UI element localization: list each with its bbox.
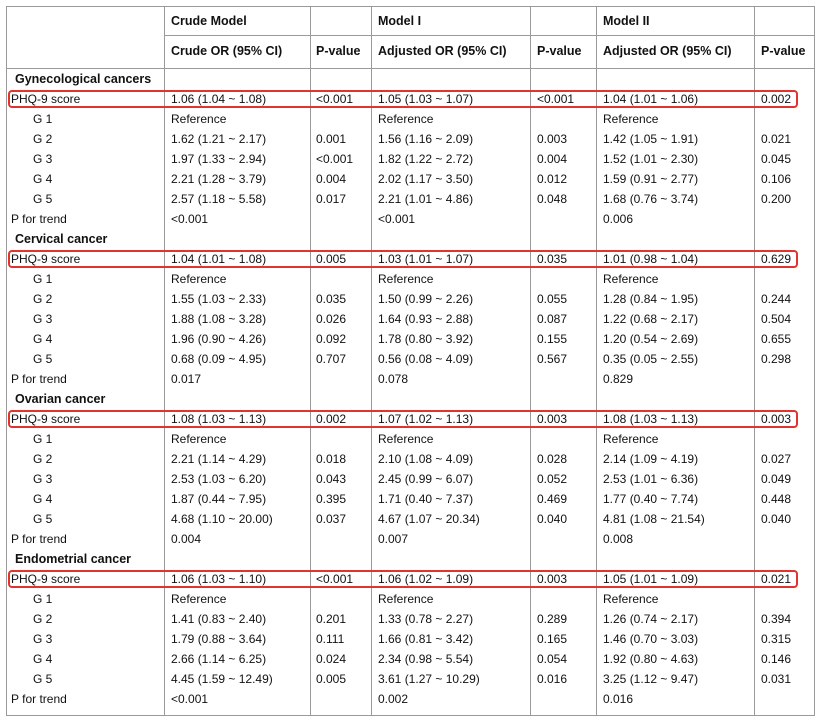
or-value: 1.66 (0.81 ~ 3.42) — [378, 632, 474, 646]
or-value: <0.001 — [171, 692, 209, 706]
or-value: 1.03 (1.01 ~ 1.07) — [378, 252, 474, 266]
p-value: 0.003 — [537, 132, 568, 146]
p-value: 0.655 — [761, 332, 792, 346]
p-value: 0.003 — [537, 412, 568, 426]
or-value: 0.008 — [603, 532, 634, 546]
or-value: <0.001 — [378, 212, 416, 226]
p-value: <0.001 — [537, 92, 575, 106]
column-divider — [530, 7, 531, 715]
row-label: G 5 — [33, 192, 53, 206]
or-value: 1.82 (1.22 ~ 2.72) — [378, 152, 474, 166]
or-value: 0.35 (0.05 ~ 2.55) — [603, 352, 699, 366]
p-value: 0.054 — [537, 652, 568, 666]
section-title: Ovarian cancer — [15, 392, 106, 406]
column-divider — [596, 7, 597, 715]
or-value: 0.006 — [603, 212, 634, 226]
or-value: 1.28 (0.84 ~ 1.95) — [603, 292, 699, 306]
column-divider — [371, 7, 372, 715]
or-value: 1.50 (0.99 ~ 2.26) — [378, 292, 474, 306]
or-value: 1.20 (0.54 ~ 2.69) — [603, 332, 699, 346]
or-value: 1.79 (0.88 ~ 3.64) — [171, 632, 267, 646]
or-value: Reference — [171, 112, 227, 126]
col-header-p-value: P-value — [761, 44, 806, 58]
or-value: Reference — [171, 272, 227, 286]
col-header-adjusted-or: Adjusted OR (95% CI) — [603, 44, 732, 58]
row-label: G 1 — [33, 592, 53, 606]
row-label: G 1 — [33, 272, 53, 286]
or-value: 1.04 (1.01 ~ 1.06) — [603, 92, 699, 106]
or-value: 0.078 — [378, 372, 409, 386]
or-value: 1.71 (0.40 ~ 7.37) — [378, 492, 474, 506]
or-value: Reference — [603, 272, 659, 286]
or-value: 0.829 — [603, 372, 634, 386]
row-label: PHQ-9 score — [11, 572, 81, 586]
p-value: 0.049 — [761, 472, 792, 486]
row-label: G 3 — [33, 312, 53, 326]
or-value: 2.02 (1.17 ~ 3.50) — [378, 172, 474, 186]
row-label: G 2 — [33, 612, 53, 626]
p-value: 0.040 — [761, 512, 792, 526]
or-value: 4.45 (1.59 ~ 12.49) — [171, 672, 273, 686]
p-value: 0.043 — [316, 472, 347, 486]
or-value: 1.97 (1.33 ~ 2.94) — [171, 152, 267, 166]
or-value: Reference — [378, 272, 434, 286]
row-label: G 4 — [33, 172, 53, 186]
or-value: 1.88 (1.08 ~ 3.28) — [171, 312, 267, 326]
p-value: 0.031 — [761, 672, 792, 686]
row-label: PHQ-9 score — [11, 412, 81, 426]
or-value: 2.57 (1.18 ~ 5.58) — [171, 192, 267, 206]
row-label: G 2 — [33, 132, 53, 146]
or-value: 2.21 (1.01 ~ 4.86) — [378, 192, 474, 206]
or-value: 1.26 (0.74 ~ 2.17) — [603, 612, 699, 626]
p-value: 0.200 — [761, 192, 792, 206]
or-value: 0.002 — [378, 692, 409, 706]
or-value: 4.81 (1.08 ~ 21.54) — [603, 512, 705, 526]
or-value: 1.06 (1.02 ~ 1.09) — [378, 572, 474, 586]
row-label: P for trend — [11, 212, 67, 226]
or-value: Reference — [378, 592, 434, 606]
p-value: <0.001 — [316, 92, 354, 106]
or-value: Reference — [603, 592, 659, 606]
p-value: 0.012 — [537, 172, 568, 186]
or-value: 0.004 — [171, 532, 202, 546]
row-label: G 3 — [33, 472, 53, 486]
or-value: 2.34 (0.98 ~ 5.54) — [378, 652, 474, 666]
row-label: G 1 — [33, 112, 53, 126]
row-label: G 4 — [33, 492, 53, 506]
or-value: Reference — [603, 432, 659, 446]
p-value: 0.024 — [316, 652, 347, 666]
column-divider — [164, 7, 165, 715]
row-label: G 4 — [33, 652, 53, 666]
p-value: 0.315 — [761, 632, 792, 646]
column-divider — [310, 7, 311, 715]
or-value: 1.07 (1.02 ~ 1.13) — [378, 412, 474, 426]
or-value: 1.96 (0.90 ~ 4.26) — [171, 332, 267, 346]
row-label: G 4 — [33, 332, 53, 346]
p-value: 0.045 — [761, 152, 792, 166]
p-value: 0.026 — [316, 312, 347, 326]
row-label: P for trend — [11, 532, 67, 546]
row-label: G 5 — [33, 512, 53, 526]
or-value: 1.05 (1.03 ~ 1.07) — [378, 92, 474, 106]
col-header-p-value: P-value — [316, 44, 361, 58]
or-value: 1.01 (0.98 ~ 1.04) — [603, 252, 699, 266]
or-value: 4.67 (1.07 ~ 20.34) — [378, 512, 480, 526]
p-value: 0.035 — [537, 252, 568, 266]
col-header-crude-or: Crude OR (95% CI) — [171, 44, 283, 58]
p-value: 0.001 — [316, 132, 347, 146]
p-value: 0.002 — [316, 412, 347, 426]
or-value: 1.41 (0.83 ~ 2.40) — [171, 612, 267, 626]
row-label: G 5 — [33, 352, 53, 366]
or-value: 1.92 (0.80 ~ 4.63) — [603, 652, 699, 666]
p-value: 0.289 — [537, 612, 568, 626]
row-label: G 2 — [33, 292, 53, 306]
or-value: Reference — [171, 592, 227, 606]
p-value: <0.001 — [316, 152, 354, 166]
or-value: 2.53 (1.01 ~ 6.36) — [603, 472, 699, 486]
p-value: 0.035 — [316, 292, 347, 306]
p-value: 0.448 — [761, 492, 792, 506]
or-value: Reference — [378, 432, 434, 446]
or-value: 1.33 (0.78 ~ 2.27) — [378, 612, 474, 626]
or-value: 3.61 (1.27 ~ 10.29) — [378, 672, 480, 686]
col-header-adjusted-or: Adjusted OR (95% CI) — [378, 44, 507, 58]
or-value: 2.45 (0.99 ~ 6.07) — [378, 472, 474, 486]
p-value: 0.146 — [761, 652, 792, 666]
or-value: 1.46 (0.70 ~ 3.03) — [603, 632, 699, 646]
p-value: 0.394 — [761, 612, 792, 626]
or-value: 1.22 (0.68 ~ 2.17) — [603, 312, 699, 326]
results-table — [6, 6, 815, 716]
row-label: PHQ-9 score — [11, 252, 81, 266]
p-value: 0.003 — [537, 572, 568, 586]
p-value: 0.052 — [537, 472, 568, 486]
or-value: 1.04 (1.01 ~ 1.08) — [171, 252, 267, 266]
or-value: 1.64 (0.93 ~ 2.88) — [378, 312, 474, 326]
or-value: 0.68 (0.09 ~ 4.95) — [171, 352, 267, 366]
or-value: 1.68 (0.76 ~ 3.74) — [603, 192, 699, 206]
row-label: P for trend — [11, 372, 67, 386]
or-value: 1.08 (1.03 ~ 1.13) — [171, 412, 267, 426]
or-value: 2.21 (1.14 ~ 4.29) — [171, 452, 267, 466]
p-value: 0.027 — [761, 452, 792, 466]
p-value: <0.001 — [316, 572, 354, 586]
col-header-p-value: P-value — [537, 44, 582, 58]
p-value: 0.005 — [316, 672, 347, 686]
row-label: PHQ-9 score — [11, 92, 81, 106]
or-value: 0.016 — [603, 692, 634, 706]
or-value: 2.21 (1.28 ~ 3.79) — [171, 172, 267, 186]
or-value: 1.52 (1.01 ~ 2.30) — [603, 152, 699, 166]
p-value: 0.244 — [761, 292, 792, 306]
or-value: 0.007 — [378, 532, 409, 546]
or-value: 1.87 (0.44 ~ 7.95) — [171, 492, 267, 506]
p-value: 0.087 — [537, 312, 568, 326]
or-value: 1.77 (0.40 ~ 7.74) — [603, 492, 699, 506]
column-divider — [754, 7, 755, 715]
or-value: 1.42 (1.05 ~ 1.91) — [603, 132, 699, 146]
p-value: 0.707 — [316, 352, 347, 366]
model-header-model-1: Model I — [378, 14, 422, 28]
row-label: G 3 — [33, 152, 53, 166]
or-value: Reference — [603, 112, 659, 126]
or-value: 1.59 (0.91 ~ 2.77) — [603, 172, 699, 186]
p-value: 0.021 — [761, 572, 792, 586]
section-title: Gynecological cancers — [15, 72, 152, 86]
or-value: 1.78 (0.80 ~ 3.92) — [378, 332, 474, 346]
p-value: 0.629 — [761, 252, 792, 266]
header-divider — [164, 35, 814, 36]
header-divider — [7, 68, 814, 69]
p-value: 0.002 — [761, 92, 792, 106]
or-value: <0.001 — [171, 212, 209, 226]
p-value: 0.004 — [316, 172, 347, 186]
p-value: 0.016 — [537, 672, 568, 686]
p-value: 0.004 — [537, 152, 568, 166]
row-label: G 3 — [33, 632, 53, 646]
p-value: 0.201 — [316, 612, 347, 626]
section-title: Cervical cancer — [15, 232, 108, 246]
row-label: G 2 — [33, 452, 53, 466]
or-value: 1.55 (1.03 ~ 2.33) — [171, 292, 267, 306]
p-value: 0.111 — [316, 632, 345, 646]
or-value: 4.68 (1.10 ~ 20.00) — [171, 512, 273, 526]
or-value: 2.14 (1.09 ~ 4.19) — [603, 452, 699, 466]
or-value: 1.62 (1.21 ~ 2.17) — [171, 132, 267, 146]
or-value: 0.56 (0.08 ~ 4.09) — [378, 352, 474, 366]
or-value: 1.08 (1.03 ~ 1.13) — [603, 412, 699, 426]
or-value: 0.017 — [171, 372, 202, 386]
p-value: 0.021 — [761, 132, 792, 146]
p-value: 0.017 — [316, 192, 347, 206]
p-value: 0.018 — [316, 452, 347, 466]
p-value: 0.469 — [537, 492, 568, 506]
or-value: 2.66 (1.14 ~ 6.25) — [171, 652, 267, 666]
or-value: 1.06 (1.04 ~ 1.08) — [171, 92, 267, 106]
or-value: 1.56 (1.16 ~ 2.09) — [378, 132, 474, 146]
p-value: 0.048 — [537, 192, 568, 206]
p-value: 0.106 — [761, 172, 792, 186]
p-value: 0.155 — [537, 332, 568, 346]
or-value: 2.10 (1.08 ~ 4.09) — [378, 452, 474, 466]
or-value: 2.53 (1.03 ~ 6.20) — [171, 472, 267, 486]
section-title: Endometrial cancer — [15, 552, 132, 566]
p-value: 0.028 — [537, 452, 568, 466]
p-value: 0.504 — [761, 312, 792, 326]
or-value: Reference — [171, 432, 227, 446]
p-value: 0.567 — [537, 352, 568, 366]
p-value: 0.005 — [316, 252, 347, 266]
p-value: 0.055 — [537, 292, 568, 306]
p-value: 0.037 — [316, 512, 347, 526]
or-value: 3.25 (1.12 ~ 9.47) — [603, 672, 699, 686]
p-value: 0.298 — [761, 352, 792, 366]
p-value: 0.395 — [316, 492, 347, 506]
model-header-crude: Crude Model — [171, 14, 247, 28]
p-value: 0.003 — [761, 412, 792, 426]
row-label: G 5 — [33, 672, 53, 686]
row-label: P for trend — [11, 692, 67, 706]
or-value: Reference — [378, 112, 434, 126]
or-value: 1.06 (1.03 ~ 1.10) — [171, 572, 267, 586]
row-label: G 1 — [33, 432, 53, 446]
p-value: 0.165 — [537, 632, 568, 646]
p-value: 0.040 — [537, 512, 568, 526]
or-value: 1.05 (1.01 ~ 1.09) — [603, 572, 699, 586]
p-value: 0.092 — [316, 332, 347, 346]
model-header-model-2: Model II — [603, 14, 650, 28]
